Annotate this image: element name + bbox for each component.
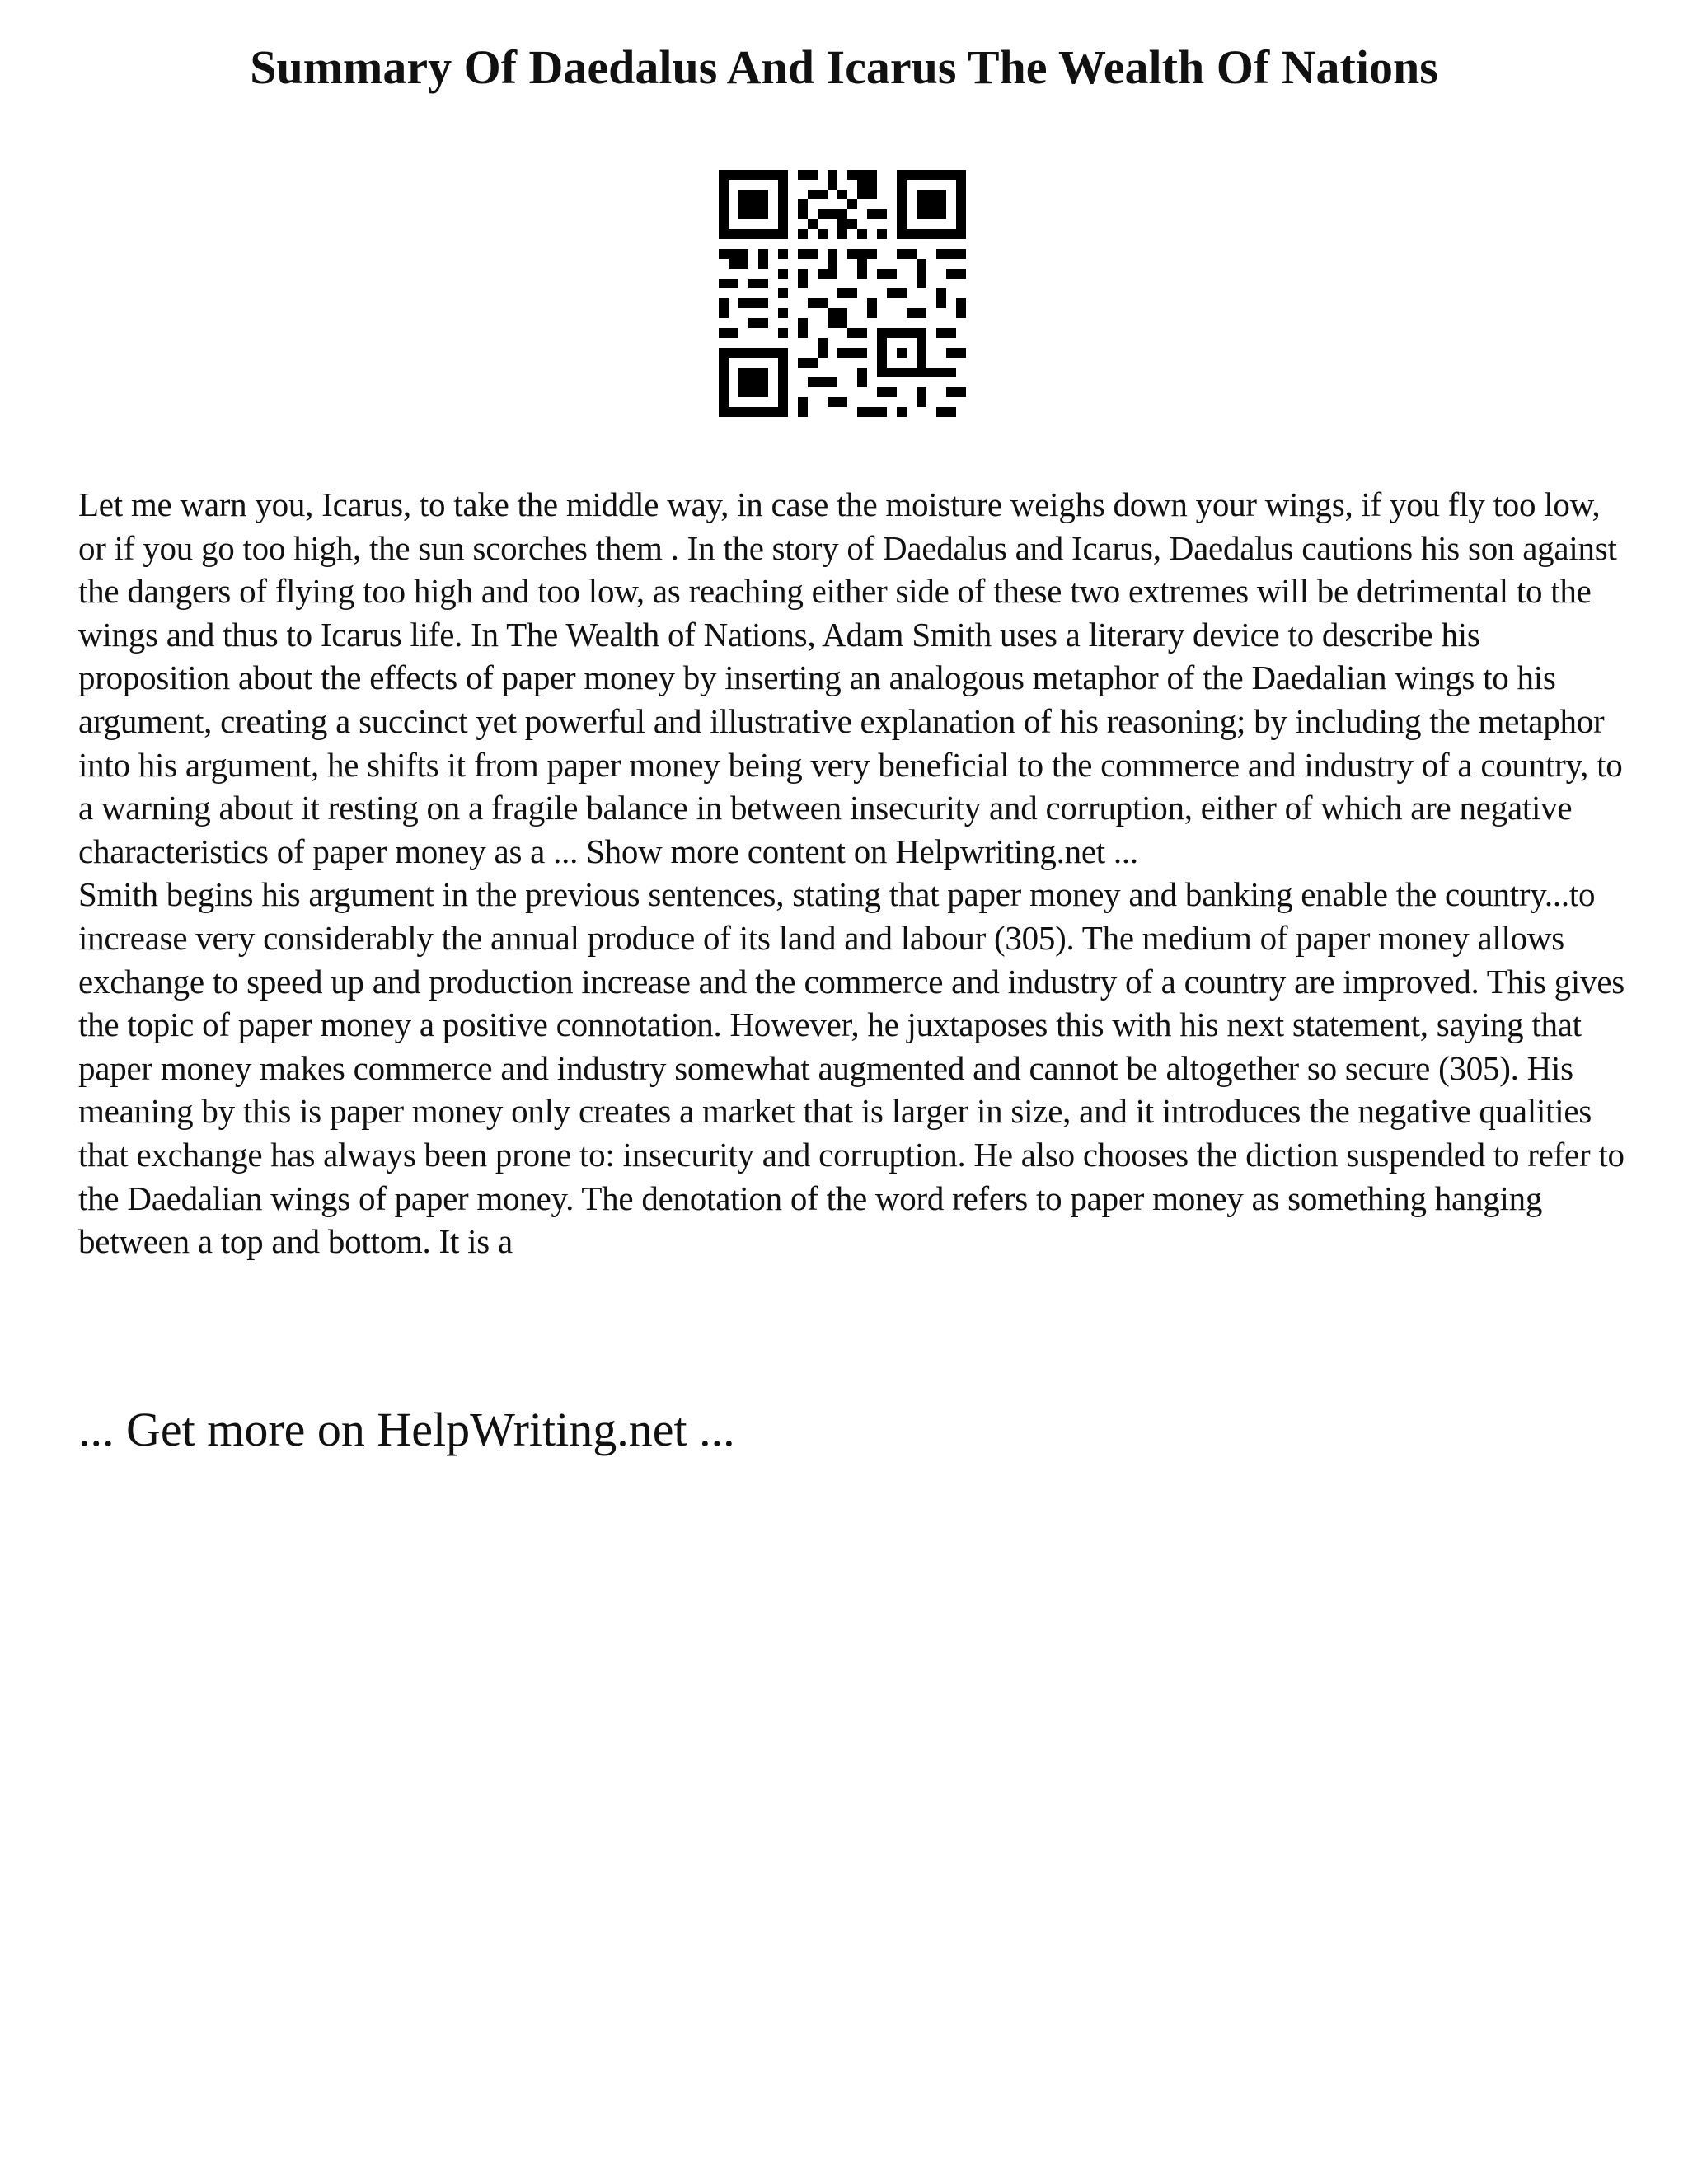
qr-code-svg	[719, 170, 966, 417]
paragraph-2: Smith begins his argument in the previous sentences, stating that paper money and banking enable the country...to increase very considerably the annual produce of its land and labour (305). The medium of paper money allows exchange to speed up and production increase and the commerce and industry of a country are improved. This gives the topic of paper money a positive connotation. However, he juxtaposes this with his next statement, saying that paper money makes commerce and industry somewhat augmented and cannot be altogether so secure (305). His meaning by this is paper money only creates a market that is larger in size, and it introduces the negative qualities that exchange has always been prone to: insecurity and corruption. He also chooses the diction suspended to refer to the Daedalian wings of paper money. The denotation of the word refers to paper money as something hanging between a top and bottom. It is a	[78, 875, 1625, 1261]
article-body	[78, 483, 1628, 1263]
paragraph-1: Let me warn you, Icarus, to take the middle way, in case the moisture weighs down your wings, if you fly too low, or if you go too high, the sun scorches them . In the story of Daedalus and Icarus, Daedalus cautions his son against the dangers of flying too high and too low, as reaching either side of these two extremes will be detrimental to the wings and thus to Icarus life. In The Wealth of Nations, Adam Smith uses a literary device to describe his proposition about the effects of paper money by inserting an analogous metaphor of the Daedalian wings to his argument, creating a succinct yet powerful and illustrative explanation of his reasoning; by including the metaphor into his argument, he shifts it from paper money being very beneficial to the commerce and industry of a country, to a warning about it resting on a fragile balance in between insecurity and corruption, either of which are negative characteristics of paper money as a ... Show more content on Helpwriting.net ...	[78, 485, 1623, 870]
get-more-link[interactable]: ... Get more on HelpWriting.net ...	[78, 1403, 735, 1456]
qr-code-icon	[719, 170, 966, 417]
page-title: Summary Of Daedalus And Icarus The Wealth Of Nations	[250, 40, 1438, 94]
